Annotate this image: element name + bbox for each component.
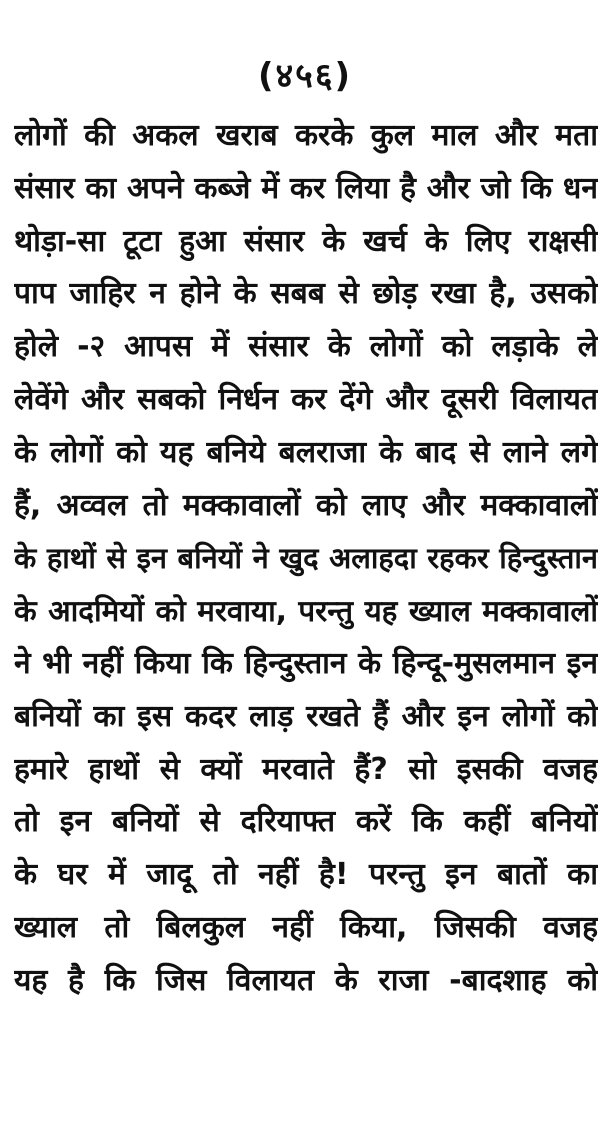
text-line: पाप जाहिर न होने के सबब से छोड़ रखा है, उसको xyxy=(14,276,598,312)
text-line: यह है कि जिस विलायत के राजा -बादशाह को xyxy=(14,962,598,998)
text-line: हमारे हाथों से क्यों मरवाते हैं? सो इसकी वजह xyxy=(14,751,598,787)
text-line: के घर में जादू तो नहीं है! परन्तु इन बातों का xyxy=(14,857,598,893)
text-line: ने भी नहीं किया कि हिन्दुस्तान के हिन्दू-मुसलमान इन xyxy=(14,645,598,681)
text-line: के हाथों से इन बनियों ने खुद अलाहदा रहकर हिन्दुस्तान xyxy=(14,541,598,576)
text-line: तो इन बनियों से दरियाफ्त करें कि कहीं बनियों xyxy=(14,804,598,840)
text-line: थोड़ा-सा टूटा हुआ संसार के खर्च के लिए राक्षसी xyxy=(14,223,598,259)
text-line: ख्याल तो बिलकुल नहीं किया, जिसकी वजह xyxy=(14,909,598,945)
text-line: होले -२ आपस में संसार के लोगों को लड़ाके ले xyxy=(14,329,598,365)
text-line: हैं, अव्वल तो मक्कावालों को लाए और मक्कावालों xyxy=(14,487,598,523)
text-line: बनियों का इस कदर लाड़ रखते हैं और इन लोगों को xyxy=(14,698,598,734)
text-line: संसार का अपने कब्जे में कर लिया है और जो कि धन xyxy=(14,170,598,206)
text-line: लेवेंगे और सबको निर्धन कर देंगे और दूसरी विलायत xyxy=(14,381,598,417)
text-line: लोगों की अकल खराब करके कुल माल और मता xyxy=(14,118,598,153)
text-line: के लोगों को यह बनिये बलराजा के बाद से लाने लगे xyxy=(14,434,598,470)
text-line: के आदमियों को मरवाया, परन्तु यह ख्याल मक्कावालों xyxy=(14,594,598,629)
body-text xyxy=(14,110,598,1008)
page-number: (४५६) xyxy=(257,56,353,96)
